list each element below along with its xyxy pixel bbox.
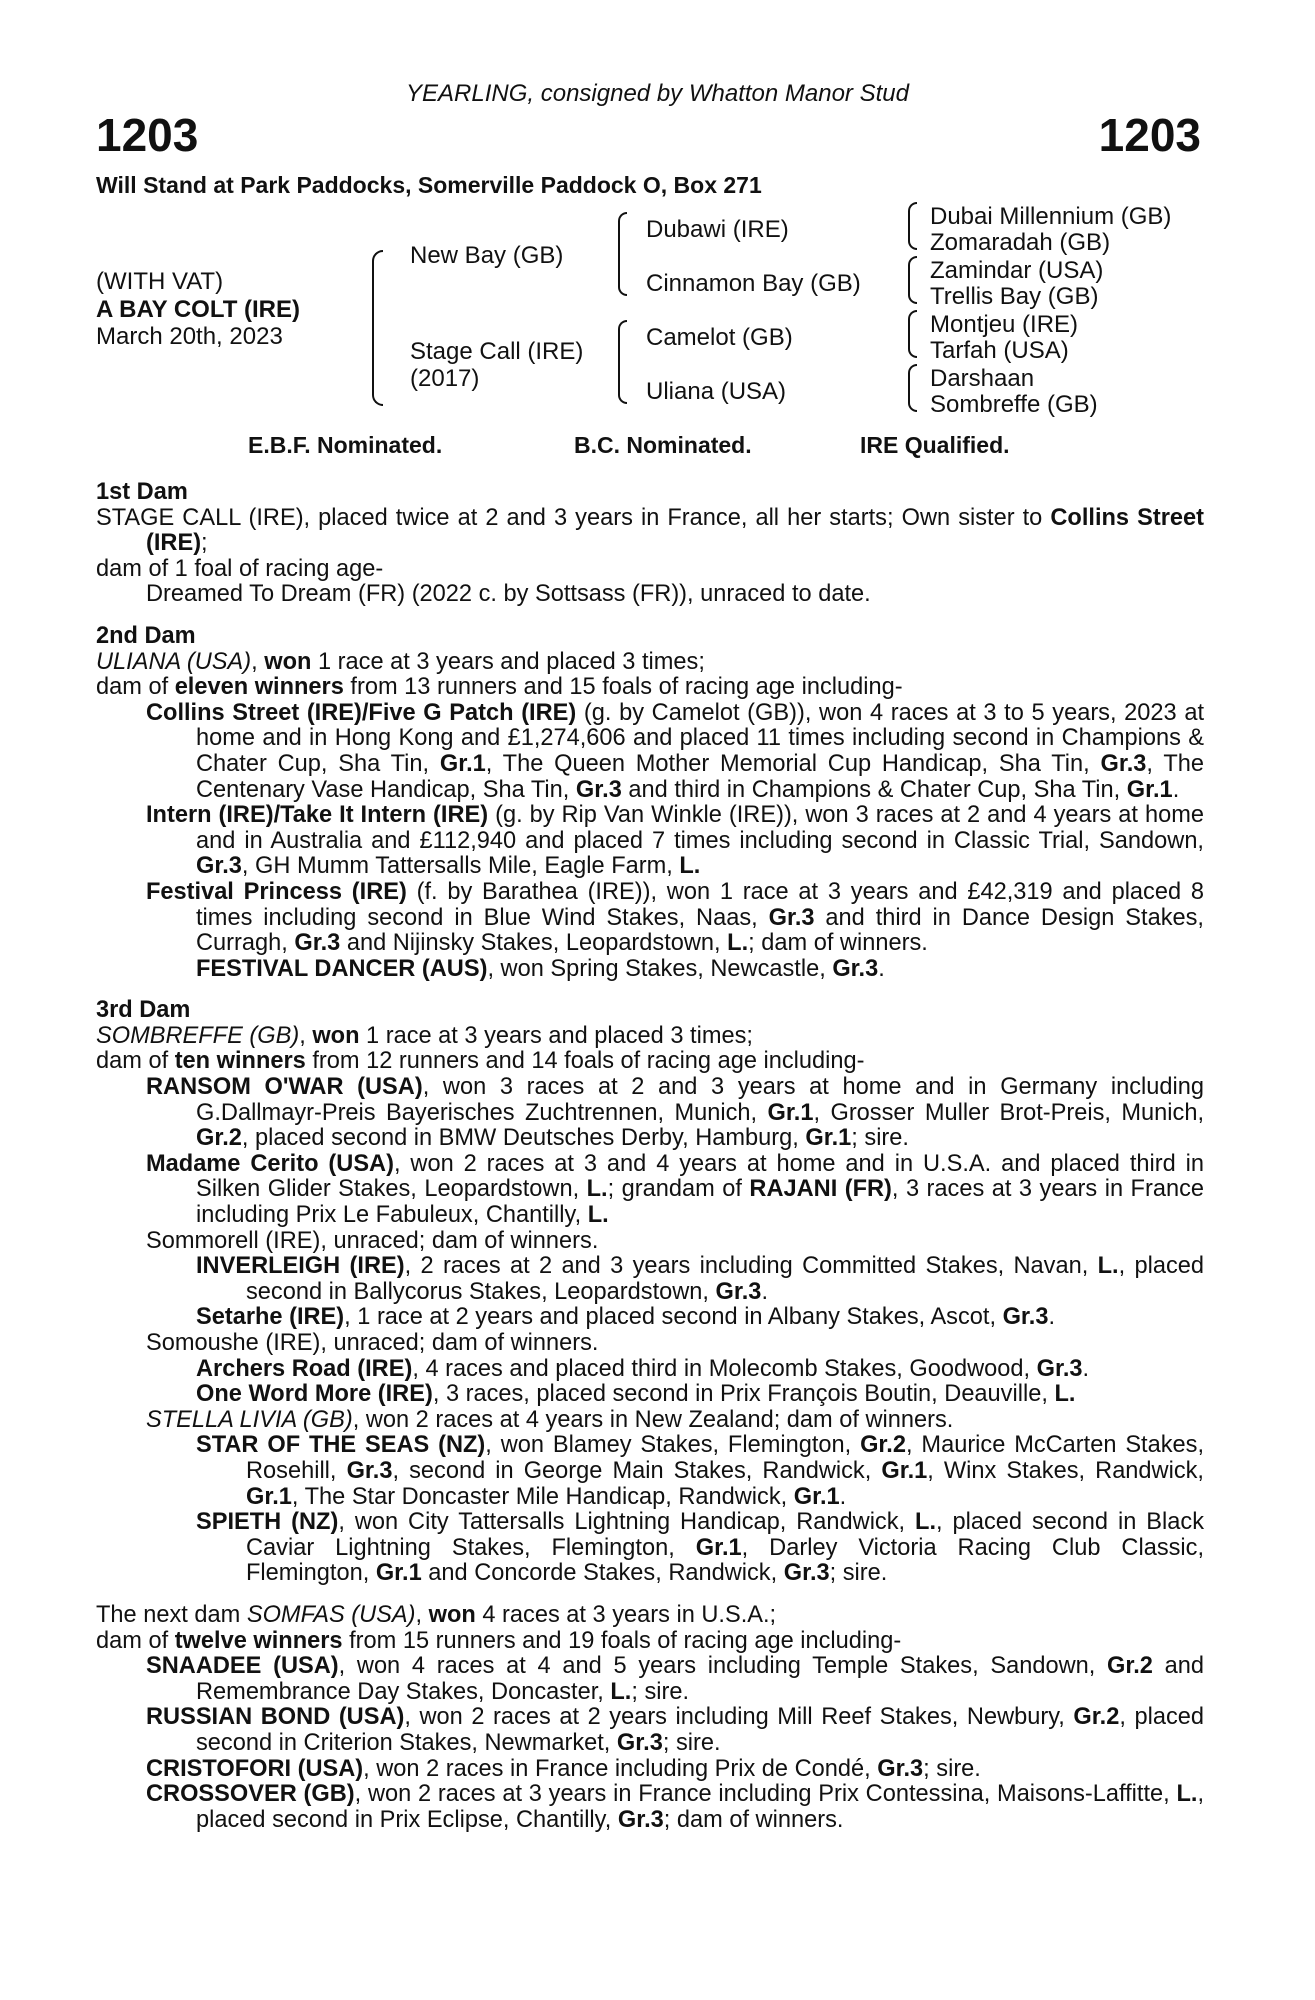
bold-text: L.	[587, 1202, 609, 1229]
pedigree-sire: New Bay (GB)	[410, 242, 564, 269]
dam-section	[96, 1603, 1204, 1833]
catalogue-line	[96, 1757, 1204, 1783]
bold-text: Gr.3	[1002, 1304, 1049, 1331]
bold-text: One Word More (IRE)	[196, 1381, 433, 1408]
pedigree-brace-dd	[908, 364, 917, 412]
pedigree-sdd: Trellis Bay (GB)	[930, 283, 1099, 310]
catalogue-line	[96, 675, 1204, 701]
italic-text: SOMBREFFE (GB)	[96, 1022, 300, 1049]
text-run: .	[761, 1278, 768, 1305]
text-run: , won Spring Stakes, Newcastle,	[487, 955, 833, 982]
nomination-ebf: E.B.F. Nominated.	[248, 432, 443, 458]
bold-text: Gr.2	[1107, 1653, 1153, 1680]
pedigree-dam: Stage Call (IRE)	[410, 338, 584, 365]
text-run: , won 3 races at 2 and 3 years at home and in Germany including G.Dallmayr-Preis Bayerisches Zuchtrennen, Munich,	[196, 1074, 1204, 1126]
pedigree-dss: Montjeu (IRE)	[930, 311, 1079, 338]
dam-section	[96, 998, 1204, 1587]
bold-text: Gr.1	[767, 1099, 814, 1126]
consignment-line: YEARLING, consigned by Whatton Manor Stud	[406, 80, 909, 107]
catalogue-line	[96, 1408, 1204, 1434]
text-run: and third in Champions & Chater Cup, Sha Tin,	[621, 776, 1127, 803]
catalogue-line	[96, 557, 1204, 583]
text-run: Somoushe (IRE), unraced; dam of winners.	[146, 1330, 599, 1356]
bold-text: twelve winners	[174, 1627, 343, 1654]
bold-text: Gr.3	[617, 1806, 664, 1833]
bold-text: Setarhe (IRE)	[196, 1304, 345, 1331]
catalogue-line	[96, 1024, 1204, 1050]
text-run: Dreamed To Dream (FR) (2022 c. by Sottsass (FR)), unraced to date.	[146, 581, 871, 608]
bold-text: Gr.3	[877, 1755, 924, 1782]
text-run: and third in Dance Design Stakes, Curragh,	[196, 904, 1204, 957]
text-run: Sommorell (IRE), unraced; dam of winners.	[146, 1227, 599, 1254]
italic-text: STELLA LIVIA (GB)	[146, 1406, 353, 1433]
vat-note: (WITH VAT)	[96, 268, 224, 295]
pedigree-dsd: Tarfah (USA)	[930, 337, 1069, 364]
text-run: and Nijinsky Stakes, Leopardstown,	[340, 930, 728, 957]
text-run: , Maurice McCarten Stakes, Rosehill,	[246, 1432, 1205, 1484]
text-run: , The Queen Mother Memorial Cup Handicap, Sha Tin,	[485, 750, 1101, 777]
bold-text: Gr.3	[196, 853, 242, 880]
bold-text: Intern (IRE)/Take It Intern (IRE)	[146, 802, 489, 829]
text-run: ,	[251, 648, 265, 675]
text-run: , won 2 races at 4 years in New Zealand; dam of winners.	[352, 1406, 954, 1433]
bold-text: Gr.3	[783, 1560, 830, 1587]
dam-heading: 1st Dam	[96, 479, 188, 505]
catalogue-line	[96, 1049, 1204, 1075]
text-run: ; dam of winners.	[748, 930, 928, 957]
bold-text: CROSSOVER (GB)	[146, 1781, 355, 1808]
text-run: The next dam	[96, 1601, 247, 1628]
pedigree-dam-dam: Uliana (USA)	[646, 378, 787, 405]
text-run: , won 2 races at 3 and 4 years at home and in U.S.A. and placed third in Silken Glider Stakes, Leopardstown,	[196, 1150, 1204, 1203]
text-run: , The Star Doncaster Mile Handicap, Randwick,	[291, 1483, 794, 1510]
bold-text: L.	[915, 1509, 936, 1536]
pedigree-brace-sd	[908, 256, 917, 304]
pedigree-brace-sire	[618, 212, 627, 296]
bold-text: FESTIVAL DANCER (AUS)	[196, 955, 488, 982]
pedigree-brace-dam	[618, 320, 627, 404]
catalogue-line	[96, 957, 1204, 983]
bold-text: Gr.1	[439, 750, 486, 777]
text-run: , second in George Main Stakes, Randwick,	[392, 1457, 882, 1484]
bold-text: Gr.3	[1036, 1355, 1083, 1382]
text-run: , won 4 races at 4 and 5 years including Temple Stakes, Sandown,	[338, 1653, 1107, 1680]
bold-text: L.	[1054, 1381, 1076, 1408]
catalogue-line	[96, 650, 1204, 676]
text-run: and Remembrance Day Stakes, Doncaster,	[196, 1653, 1205, 1705]
pedigree-brace-gen1	[372, 250, 383, 406]
italic-text: SOMFAS (USA)	[246, 1601, 416, 1628]
text-run: , The Centenary Vase Handicap, Sha Tin,	[196, 750, 1204, 803]
bold-text: RUSSIAN BOND (USA)	[146, 1704, 405, 1731]
dam-section	[96, 624, 1204, 982]
bold-text: won	[428, 1601, 476, 1628]
text-run: ; sire.	[829, 1560, 888, 1587]
bold-text: Gr.1	[793, 1483, 840, 1510]
text-run: , placed second in BMW Deutsches Derby, Hamburg,	[241, 1125, 806, 1152]
text-run: dam of	[96, 674, 175, 701]
bold-text: Collins Street (IRE)/Five G Patch (IRE)	[146, 699, 577, 726]
pedigree-ddd: Sombreffe (GB)	[930, 391, 1098, 418]
pedigree-sss: Dubai Millennium (GB)	[930, 203, 1172, 230]
text-run: ; grandam of	[607, 1176, 750, 1203]
text-run: from 15 runners and 19 foals of racing age including-	[342, 1627, 902, 1654]
bold-text: Gr.1	[695, 1534, 742, 1561]
bold-text: Gr.3	[715, 1278, 762, 1305]
catalogue-line	[96, 1152, 1204, 1229]
text-run: , 4 races and placed third in Molecomb Stakes, Goodwood,	[412, 1355, 1037, 1382]
bold-text: Gr.1	[881, 1457, 928, 1484]
pedigree-sire-sire: Dubawi (IRE)	[646, 216, 789, 243]
stabling-line: Will Stand at Park Paddocks, Somerville Paddock O, Box 271	[96, 172, 762, 198]
text-run: .	[839, 1483, 847, 1510]
text-run: ;	[201, 530, 208, 557]
bold-text: Gr.1	[805, 1125, 852, 1152]
bold-text: L.	[586, 1176, 608, 1203]
catalogue-line	[96, 1629, 1204, 1655]
bold-text: L.	[679, 853, 701, 880]
bold-text: SNAADEE (USA)	[146, 1653, 339, 1680]
bold-text: Gr.3	[346, 1457, 393, 1484]
pedigree-brace-ss	[908, 202, 917, 250]
text-run: , placed second in Prix Eclipse, Chantilly,	[196, 1781, 1204, 1833]
text-run: STAGE CALL (IRE), placed twice at 2 and 3 years in France, all her starts; Own sister to	[96, 504, 1051, 531]
catalogue-line	[96, 701, 1204, 803]
horse-name: A BAY COLT (IRE)	[96, 296, 301, 323]
foaling-date: March 20th, 2023	[96, 323, 283, 350]
text-run: .	[878, 955, 885, 982]
pedigree-sire-dam: Cinnamon Bay (GB)	[646, 270, 861, 297]
text-run: 1 race at 3 years and placed 3 times;	[311, 648, 705, 675]
bold-text: L.	[727, 930, 749, 957]
text-run: ; dam of winners.	[663, 1806, 844, 1833]
italic-text: ULIANA (USA)	[96, 648, 252, 675]
dam-heading: 3rd Dam	[96, 997, 191, 1024]
text-run: , 3 races, placed second in Prix François Boutin, Deauville,	[432, 1381, 1055, 1408]
catalogue-line	[96, 1603, 1204, 1629]
text-run: (f. by Barathea (IRE)), won 1 race at 3 years and £42,319 and placed 8 times including second in Blue Wind Stakes, Naas,	[196, 878, 1204, 931]
bold-text: STAR OF THE SEAS (NZ)	[196, 1432, 486, 1459]
bold-text: Gr.1	[1126, 776, 1173, 803]
text-run: dam of	[96, 1048, 175, 1075]
bold-text: L.	[1176, 1781, 1198, 1808]
text-run: , won 2 races in France including Prix de Condé,	[363, 1755, 878, 1782]
text-run: and Concorde Stakes, Randwick,	[421, 1560, 784, 1587]
catalogue-line	[96, 1254, 1204, 1305]
catalogue-line	[96, 1705, 1204, 1756]
catalogue-line	[96, 1782, 1204, 1833]
catalogue-line	[96, 1654, 1204, 1705]
bold-text: Gr.2	[860, 1432, 906, 1459]
bold-text: won	[264, 648, 312, 675]
text-run: (g. by Camelot (GB)), won 4 races at 3 to 5 years, 2023 at home and in Hong Kong and £1,274,606 and placed 11 times including second in Champions & Chater Cup, Sha Tin,	[196, 699, 1204, 777]
pedigree-ssd: Zomaradah (GB)	[930, 229, 1111, 256]
catalogue-line	[96, 1331, 1204, 1357]
catalogue-line	[96, 880, 1204, 957]
text-run: ; sire.	[631, 1678, 690, 1705]
catalogue-body	[96, 480, 1204, 1833]
catalogue-line	[96, 1305, 1204, 1331]
text-run: , 3 races at 3 years in France including Prix Le Fabuleux, Chantilly,	[196, 1176, 1204, 1229]
text-run: ; sire.	[851, 1125, 909, 1152]
bold-text: Collins Street (IRE)	[146, 504, 1204, 557]
bold-text: eleven winners	[174, 674, 344, 701]
bold-text: Gr.2	[1073, 1704, 1120, 1731]
text-run: dam of	[96, 1627, 175, 1654]
lot-number-right: 1203	[1098, 109, 1201, 161]
catalogue-line	[96, 582, 1204, 608]
nomination-bc: B.C. Nominated.	[574, 432, 752, 458]
bold-text: Gr.3	[768, 904, 815, 931]
text-run: from 12 runners and 14 foals of racing age including-	[305, 1048, 865, 1075]
text-run: , 1 race at 2 years and placed second in Albany Stakes, Ascot,	[344, 1304, 1003, 1331]
pedigree-sds: Zamindar (USA)	[930, 257, 1104, 284]
pedigree-dam-year: (2017)	[410, 365, 480, 392]
text-run: , placed second in Ballycorus Stakes, Leopardstown,	[246, 1253, 1204, 1305]
bold-text: Madame Cerito (USA)	[146, 1150, 394, 1177]
bold-text: SPIETH (NZ)	[196, 1509, 339, 1536]
pedigree-dam-sire: Camelot (GB)	[646, 324, 793, 351]
text-run: , placed second in Black Caviar Lightning Stakes, Flemington,	[246, 1509, 1204, 1561]
bold-text: Gr.1	[246, 1483, 292, 1510]
text-run: , Darley Victoria Racing Club Classic, Flemington,	[246, 1534, 1205, 1587]
bold-text: RAJANI (FR)	[749, 1176, 892, 1203]
bold-text: Archers Road (IRE)	[196, 1355, 413, 1382]
catalogue-line	[96, 1357, 1204, 1383]
catalogue-line	[96, 506, 1204, 557]
text-run: , 2 races at 2 and 3 years including Committed Stakes, Navan,	[404, 1253, 1098, 1280]
bold-text: RANSOM O'WAR (USA)	[146, 1074, 423, 1101]
bold-text: Gr.3	[294, 930, 341, 957]
text-run: ; sire.	[662, 1729, 721, 1756]
catalogue-line	[96, 803, 1204, 880]
text-run: , won 2 races at 3 years in France including Prix Contessina, Maisons-Laffitte,	[354, 1781, 1177, 1808]
catalogue-line	[96, 1382, 1204, 1408]
dam-heading: 2nd Dam	[96, 622, 196, 649]
bold-text: ten winners	[174, 1048, 306, 1075]
text-run: , Grosser Muller Brot-Preis, Munich,	[813, 1099, 1205, 1126]
bold-text: Gr.3	[575, 776, 622, 803]
bold-text: Gr.2	[196, 1125, 242, 1152]
text-run: , Winx Stakes, Randwick,	[927, 1457, 1204, 1484]
catalogue-line	[96, 1433, 1204, 1510]
text-run: , won 2 races at 2 years including Mill Reef Stakes, Newbury,	[404, 1704, 1074, 1731]
bold-text: L.	[1097, 1253, 1119, 1280]
dam-section	[96, 480, 1204, 608]
nomination-ire: IRE Qualified.	[860, 432, 1010, 458]
text-run: , won City Tattersalls Lightning Handicap, Randwick,	[338, 1509, 916, 1536]
catalogue-line	[96, 1229, 1204, 1255]
bold-text: Gr.1	[375, 1560, 422, 1587]
bold-text: CRISTOFORI (USA)	[146, 1755, 364, 1782]
text-run: dam of 1 foal of racing age-	[96, 555, 384, 582]
text-run: from 13 runners and 15 foals of racing age including-	[343, 674, 903, 701]
text-run: .	[1082, 1355, 1090, 1382]
pedigree-dds: Darshaan	[930, 365, 1035, 392]
text-run: 4 races at 3 years in U.S.A.;	[475, 1601, 777, 1628]
bold-text: won	[312, 1022, 360, 1049]
text-run: ; sire.	[923, 1755, 981, 1782]
text-run: , won Blamey Stakes, Flemington,	[485, 1432, 861, 1459]
text-run: , GH Mumm Tattersalls Mile, Eagle Farm,	[241, 853, 680, 880]
bold-text: INVERLEIGH (IRE)	[196, 1253, 405, 1280]
bold-text: L.	[610, 1678, 632, 1705]
text-run: .	[1048, 1304, 1056, 1331]
bold-text: Festival Princess (IRE)	[146, 878, 407, 905]
bold-text: Gr.3	[616, 1729, 663, 1756]
text-run: .	[1172, 776, 1180, 803]
lot-number-left: 1203	[96, 109, 199, 161]
catalogue-line	[96, 1075, 1204, 1152]
bold-text: Gr.3	[832, 955, 879, 982]
text-run: (g. by Rip Van Winkle (IRE)), won 3 races at 2 and 4 years at home and in Australia and £112,940 and placed 7 times including second in Classic Trial, Sandown,	[196, 802, 1204, 854]
text-run: ,	[299, 1022, 313, 1049]
catalogue-line	[96, 1510, 1204, 1587]
bold-text: Gr.3	[1100, 750, 1147, 777]
pedigree-brace-ds	[908, 310, 917, 358]
text-run: ,	[415, 1601, 429, 1628]
text-run: , placed second in Criterion Stakes, Newmarket,	[196, 1704, 1204, 1756]
text-run: 1 race at 3 years and placed 3 times;	[359, 1022, 753, 1049]
